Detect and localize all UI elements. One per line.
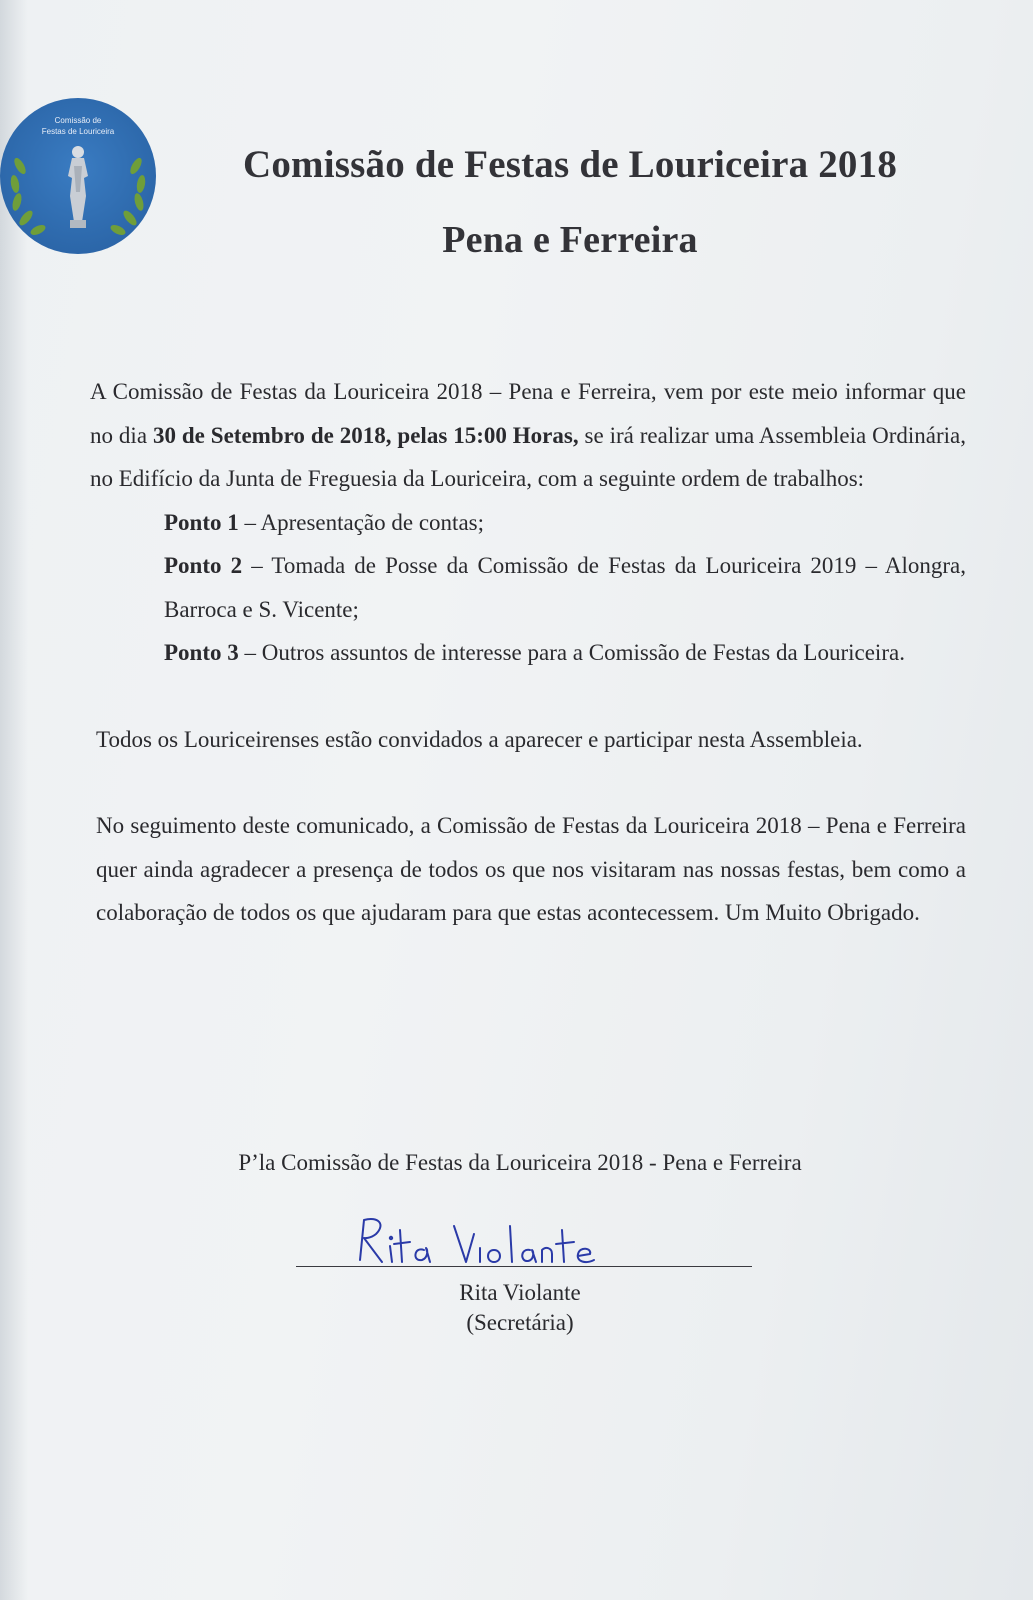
closing-line: P’la Comissão de Festas da Louriceira 2018 - Pena e Ferreira [238, 1150, 802, 1175]
signer-name: Rita Violante [459, 1280, 581, 1305]
document-subtitle: Pena e Ferreira [442, 219, 698, 261]
agenda-item-label: Ponto 2 [164, 553, 243, 578]
agenda-item-text: – Outros assuntos de interesse para a Comissão de Festas da Louriceira. [238, 640, 905, 665]
agenda-item-label: Ponto 3 [164, 640, 239, 665]
signer-role: (Secretária) [466, 1310, 574, 1335]
intro-paragraph [90, 370, 966, 501]
agenda-item [164, 501, 966, 545]
intro-text-part2: se irá realizar uma Assembleia Ordinária, no Edifício da Junta de Freguesia da Louriceira, com a seguinte ordem de trabalhos: [90, 422, 966, 491]
invitation-paragraph: Todos os Louriceirenses estão convidados a aparecer e participar nesta Assembleia. [96, 726, 863, 752]
document-body [90, 370, 966, 935]
commission-logo [0, 96, 158, 256]
agenda-item [164, 631, 966, 675]
signature-line [296, 1266, 752, 1267]
intro-text-part1: A Comissão de Festas da Louriceira 2018 – Pena e Ferreira, vem por este meio informar que no dia [90, 379, 966, 448]
logo-text-line1: Comissão de [54, 116, 102, 125]
agenda-item-text: – Tomada de Posse da Comissão de Festas da Louriceira 2019 – Alongra, Barroca e S. Vicente; [164, 553, 966, 622]
signature-icon [290, 1212, 750, 1272]
thanks-paragraph: No seguimento deste comunicado, a Comissão de Festas da Louriceira 2018 – Pena e Ferreira quer ainda agradecer a presença de todos os que nos visitaram nas nossas festas, bem como a colaboração de todos os que ajudaram para que estas acontecessem. Um Muito Obrigado. [96, 813, 966, 925]
handwritten-signature [290, 1212, 750, 1272]
agenda-item-text: – Apresentação de contas; [238, 509, 484, 535]
agenda-item [164, 544, 966, 631]
meeting-date-time: 30 de Setembro de 2018, pelas 15:00 Horas, [152, 422, 579, 448]
agenda-item-label: Ponto 1 [164, 509, 239, 535]
agenda-list [164, 501, 966, 675]
document-title: Comissão de Festas de Louriceira 2018 [242, 143, 898, 186]
logo-text-line2: Festas de Louriceira [41, 127, 115, 136]
